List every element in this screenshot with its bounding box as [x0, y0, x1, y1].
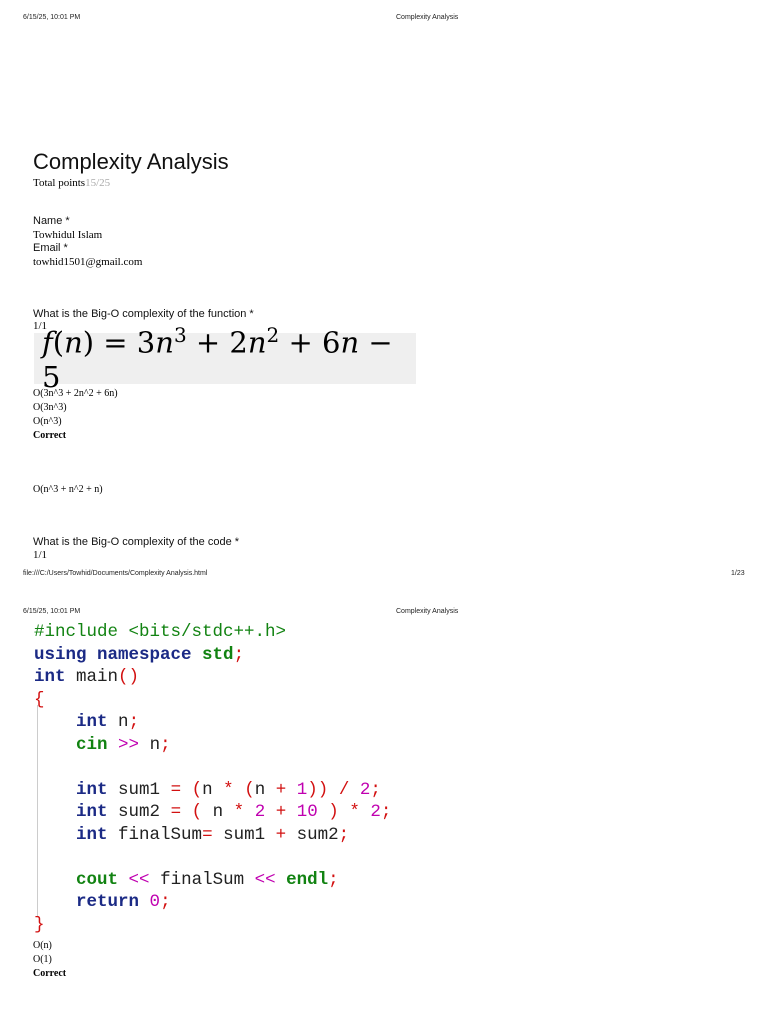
code-line: } [34, 914, 45, 935]
q1-prompt: What is the Big-O complexity of the function * [33, 308, 254, 320]
name-value: Towhidul Islam [33, 229, 103, 241]
print-header-datetime: 6/15/25, 10:01 PM [23, 14, 81, 21]
code-line: #include <bits/stdc++.h> [34, 622, 287, 642]
email-label: Email * [33, 242, 68, 254]
code-line: int n; [76, 712, 140, 732]
name-label: Name * [33, 215, 70, 227]
print-header-title: Complexity Analysis [396, 14, 459, 21]
code-line: int main() [34, 667, 140, 687]
q2-code-image [34, 621, 454, 936]
q1-option-1[interactable]: O(3n^3 + 2n^2 + 6n) [33, 388, 118, 399]
code-line [34, 756, 454, 779]
print-header-datetime-2: 6/15/25, 10:01 PM [23, 608, 81, 615]
q1-option-2[interactable]: O(3n^3) [33, 402, 67, 413]
code-line: int sum1 = (n * (n + 1)) / 2; [76, 779, 381, 800]
q2-option-2[interactable]: O(1) [33, 954, 52, 965]
q1-formula-image: $f(n) = 3n^3 + 2n^2 + 6n - 5$ [34, 333, 416, 384]
q2-option-1[interactable]: O(n) [33, 940, 52, 951]
q1-score: 1/1 [33, 320, 48, 332]
q2-score: 1/1 [33, 549, 48, 561]
print-header-title-2: Complexity Analysis [396, 608, 459, 615]
q1-option-4[interactable]: O(n^3 + n^2 + n) [33, 484, 103, 495]
total-points [33, 177, 110, 189]
code-line: int finalSum= sum1 + sum2; [76, 824, 350, 845]
q1-result: Correct [33, 430, 67, 441]
q2-result: Correct [33, 968, 67, 979]
code-line: cout << finalSum << endl; [76, 869, 339, 890]
form-title: Complexity Analysis [33, 149, 229, 174]
code-line [34, 846, 454, 869]
code-line: int sum2 = ( n * 2 + 10 ) * 2; [76, 802, 392, 822]
code-line: { [34, 689, 45, 710]
code-line: cin >> n; [76, 734, 171, 755]
print-footer-path: file:///C:/Users/Towhid/Documents/Complexity Analysis.html [23, 570, 208, 577]
email-value: towhid1501@gmail.com [33, 256, 143, 268]
q2-prompt: What is the Big-O complexity of the code * [33, 536, 240, 548]
code-line: return 0; [76, 892, 171, 912]
total-points-value: 15/25 [85, 177, 111, 189]
q1-option-3[interactable]: O(n^3) [33, 416, 62, 427]
code-line: using namespace std; [34, 644, 245, 665]
print-footer-page: 1/23 [731, 570, 745, 577]
total-points-label: Total points [33, 177, 86, 189]
